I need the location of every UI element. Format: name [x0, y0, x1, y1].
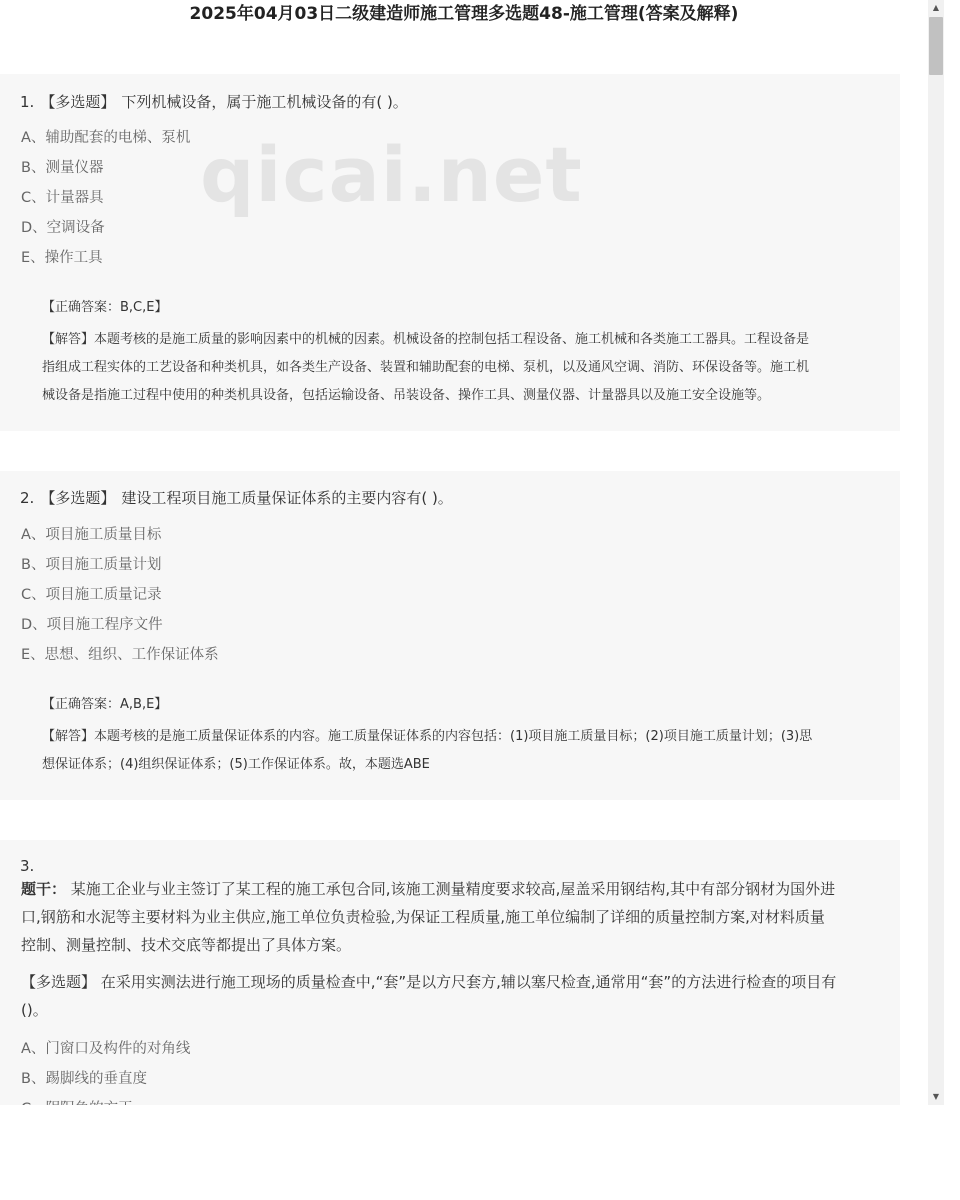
question-card-3 [0, 840, 900, 1140]
question-text: 下列机械设备，属于施工机械设备的有( )。 [121, 93, 408, 111]
page-title: 2025年04月03日二级建造师施工管理多选题48-施工管理(答案及解释) [189, 4, 739, 24]
option-b[interactable]: B、项目施工质量计划 [21, 557, 162, 573]
question-type: 【多选题】 [40, 93, 116, 111]
correct-answer: 【正确答案：A,B,E】 [42, 697, 168, 712]
question-card-2 [0, 471, 900, 800]
explanation-line: 想保证体系；(4)组织保证体系；(5)工作保证体系。故，本题选ABE [42, 757, 430, 772]
question-text-line: ()。 [21, 1001, 48, 1019]
option-c[interactable]: C、计量器具 [21, 190, 104, 206]
stem-label: 题干： [21, 880, 67, 898]
question-number: 1. [20, 93, 35, 111]
option-b[interactable]: B、踢脚线的垂直度 [21, 1071, 147, 1087]
explanation [42, 326, 872, 410]
stem-line: 控制、测量控制、技术交底等都提出了具体方案。 [21, 936, 352, 954]
stem-line: 某施工企业与业主签订了某工程的施工承包合同,该施工测量精度要求较高,屋盖采用钢结构,其中有部分钢材为国外进 [70, 880, 836, 898]
option-e[interactable]: E、操作工具 [21, 250, 103, 266]
explanation [42, 723, 872, 779]
blank-area [0, 1105, 960, 1200]
question-type: 【多选题】 [21, 973, 97, 991]
question-stem [21, 875, 891, 959]
option-d[interactable]: D、项目施工程序文件 [21, 617, 163, 633]
question-card-1 [0, 74, 900, 431]
option-e[interactable]: E、思想、组织、工作保证体系 [21, 647, 219, 663]
explanation-line: 指组成工程实体的工艺设备和种类机具，如各类生产设备、装置和辅助配套的电梯、泵机，以及通风空调、消防、环保设备等。施工机 [42, 360, 810, 375]
option-c[interactable]: C、项目施工质量记录 [21, 587, 162, 603]
correct-answer: 【正确答案：B,C,E】 [42, 300, 168, 315]
question-header [20, 91, 408, 112]
question-number: 3. [20, 857, 35, 875]
question-prompt [21, 968, 891, 1024]
question-text-line: 在采用实测法进行施工现场的质量检查中,“套”是以方尺套方,辅以塞尺检查,通常用“套”的方法进行检查的项目有 [100, 973, 837, 991]
question-number: 2. [20, 489, 35, 507]
vertical-scrollbar[interactable] [928, 0, 944, 1105]
explanation-line: 【解答】本题考核的是施工质量的影响因素中的机械的因素。机械设备的控制包括工程设备、施工机械和各类施工工器具。工程设备是 [42, 332, 810, 347]
option-b[interactable]: B、测量仪器 [21, 160, 104, 176]
question-type: 【多选题】 [40, 489, 116, 507]
scroll-up-icon[interactable]: ▲ [932, 3, 940, 12]
explanation-line: 【解答】本题考核的是施工质量保证体系的内容。施工质量保证体系的内容包括：(1)项目施工质量目标；(2)项目施工质量计划；(3)思 [42, 729, 813, 744]
watermark: qicai.net [200, 130, 583, 219]
option-a[interactable]: A、门窗口及构件的对角线 [21, 1041, 191, 1057]
scroll-down-icon[interactable]: ▼ [932, 1092, 940, 1101]
question-text: 建设工程项目施工质量保证体系的主要内容有( )。 [121, 489, 453, 507]
stem-line: 口,钢筋和水泥等主要材料为业主供应,施工单位负责检验,为保证工程质量,施工单位编制了详细的质量控制方案,对材料质量 [21, 908, 825, 926]
explanation-line: 械设备是指施工过程中使用的种类机具设备，包括运输设备、吊装设备、操作工具、测量仪器、计量器具以及施工安全设施等。 [42, 388, 771, 403]
option-a[interactable]: A、项目施工质量目标 [21, 527, 162, 543]
option-a[interactable]: A、辅助配套的电梯、泵机 [21, 130, 191, 146]
option-d[interactable]: D、空调设备 [21, 220, 105, 236]
question-header [20, 487, 453, 508]
scrollbar-thumb[interactable] [929, 17, 943, 75]
